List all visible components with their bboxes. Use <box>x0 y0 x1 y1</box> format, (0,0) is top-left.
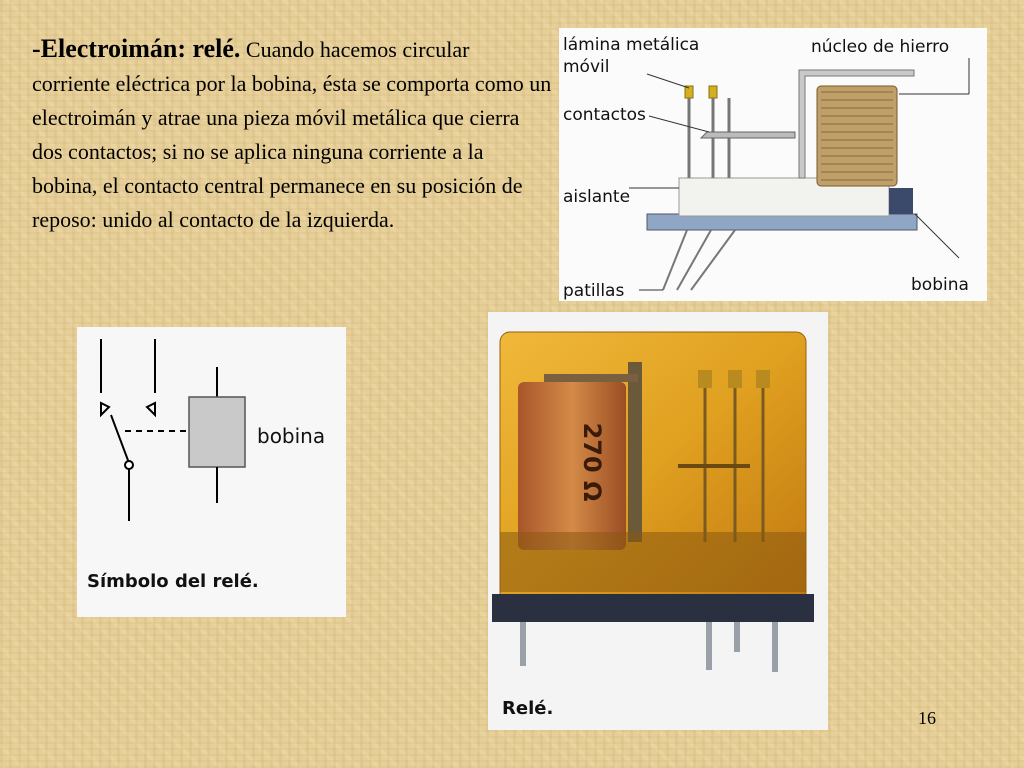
label-patillas: patillas <box>563 281 625 301</box>
relay-pin <box>734 622 740 652</box>
label-aislante: aislante <box>563 187 631 207</box>
coil <box>817 86 897 186</box>
relay-base <box>492 594 814 622</box>
contact-tip-left <box>101 403 109 415</box>
symbol-caption: Símbolo del relé. <box>87 571 259 592</box>
photo-contact <box>756 370 770 388</box>
pin <box>663 230 687 290</box>
relay-pin <box>706 622 712 670</box>
relay-pin <box>772 622 778 672</box>
leader-lamina <box>647 74 689 88</box>
relay-symbol-svg <box>77 327 346 617</box>
label-lamina-1: lámina metálica <box>563 35 700 55</box>
coil-terminal <box>889 188 913 214</box>
relay-description <box>32 32 552 237</box>
switch-pivot <box>125 461 133 469</box>
pin <box>677 230 711 290</box>
relay-diagram-svg <box>559 28 987 301</box>
label-bobina: bobina <box>911 275 969 295</box>
symbol-coil-label: bobina <box>257 424 326 448</box>
section-heading: -Electroimán: relé. <box>32 34 241 63</box>
armature-top <box>544 374 638 382</box>
description-text: Cuando hacemos circular corriente eléctrica por la bobina, ésta se comporta como un electroimán y atrae una pieza móvil metálica que cierra dos contactos; si no se aplica ninguna corriente a la bobina, el contacto central permanece en su posición de reposo: unido al contacto de la izquierda. <box>32 37 552 232</box>
leader-contactos <box>649 116 709 132</box>
relay-pin <box>520 622 526 666</box>
photo-contact <box>728 370 742 388</box>
switch-arm <box>111 415 129 463</box>
relay-symbol-panel <box>77 327 346 617</box>
coil-marking: 270 Ω <box>578 422 606 502</box>
contact-right <box>709 86 717 98</box>
label-contactos: contactos <box>563 105 646 125</box>
relay-lower-body <box>500 532 806 592</box>
contact-tip-right <box>147 403 155 415</box>
relay-photo-panel <box>488 312 828 730</box>
photo-caption: Relé. <box>502 698 554 719</box>
page-number: 16 <box>918 708 936 728</box>
label-lamina-2: móvil <box>563 57 610 77</box>
photo-contact <box>698 370 712 388</box>
leader-bobina <box>915 214 959 258</box>
label-nucleo: núcleo de hierro <box>811 37 950 57</box>
armature-frame <box>628 362 642 542</box>
relay-diagram <box>559 28 987 301</box>
photo-coil <box>518 382 626 550</box>
coil-box <box>189 397 245 467</box>
moving-armature <box>701 132 795 138</box>
pin <box>691 230 735 290</box>
relay-photo-svg <box>488 312 828 730</box>
